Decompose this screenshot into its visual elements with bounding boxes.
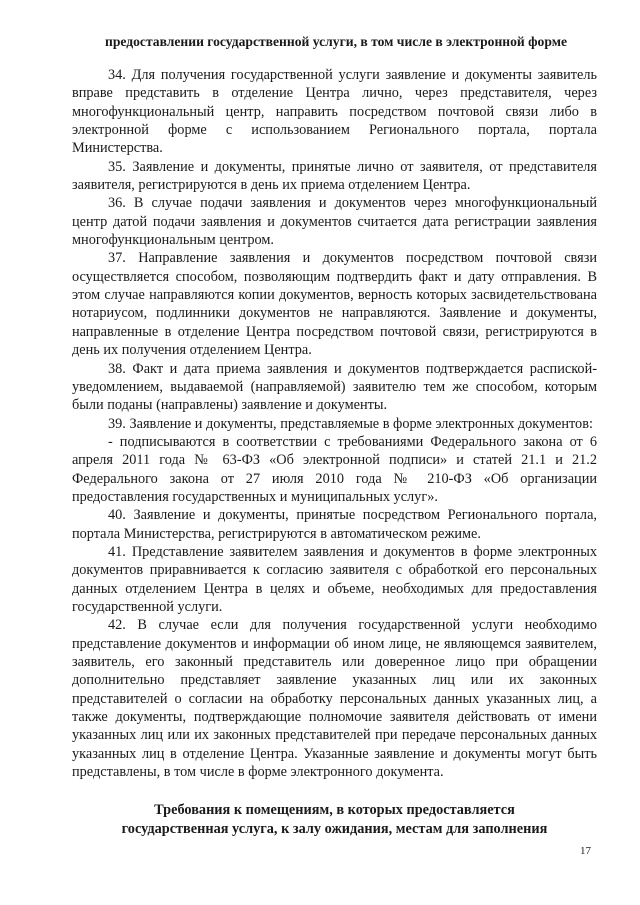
section-heading bbox=[72, 801, 597, 838]
section-heading-line-1: Требования к помещениям, в которых предоставляется bbox=[154, 802, 515, 818]
paragraph-38: 38. Факт и дата приема заявления и документов подтверждается распиской-уведомлением, выдаваемой (направляемой) заявителю тем же способом, которым были поданы (направлены) заявление и документы. bbox=[72, 360, 597, 414]
document-body bbox=[72, 66, 597, 781]
paragraph-39-item: - подписываются в соответствии с требованиями Федерального закона от 6 апреля 2011 года № 63-ФЗ «Об электронной подписи» и статей 21.1 и 21.2 Федерального закона от 27 июля 2010 года № 210-ФЗ «Об организации предоставления государственных и муниципальных услуг». bbox=[72, 433, 597, 505]
running-header: предоставлении государственной услуги, в том числе в электронной форме bbox=[104, 34, 567, 49]
paragraph-39: 39. Заявление и документы, представляемые в форме электронных документов: bbox=[108, 415, 593, 432]
paragraph-40: 40. Заявление и документы, принятые посредством Регионального портала, портала Министерства, регистрируются в автоматическом режиме. bbox=[72, 507, 597, 542]
paragraph-41: 41. Представление заявителем заявления и документов в форме электронных документов приравнивается к согласию заявителя с обработкой его персональных данных отделением Центра в целях и объеме, необходимых для предоставления государственной услуги. bbox=[72, 543, 597, 615]
paragraph-42: 42. В случае если для получения государственной услуги необходимо представление документов и информации об ином лице, не являющемся заявителем, заявитель, его законный представитель или доверенное лицо при обращении дополнительно представляет заявление указанных лиц или их законных представителей о согласии на обработку персональных данных указанных лиц, а также документы, подтверждающие полномочие заявителя действовать от имени указанных лиц или их законных представителей при передаче персональных данных указанных лиц в отделение Центра. Указанные заявление и документы могут быть представлены, в том числе в форме электронного документа. bbox=[72, 617, 597, 781]
page-number: 17 bbox=[580, 845, 591, 857]
paragraph-37: 37. Направление заявления и документов посредством почтовой связи осуществляется способом, позволяющим подтвердить факт и дату отправления. В этом случае направляются копии документов, верность которых засвидетельствована нотариусом, подлинники документов не направляются. Заявление и документы, направленные в отделение Центра посредством почтовой связи, регистрируются в день их получения отделением Центра. bbox=[72, 250, 597, 359]
paragraph-35: 35. Заявление и документы, принятые лично от заявителя, от представителя заявителя, регистрируются в день их приема отделением Центра. bbox=[72, 158, 597, 194]
paragraph-36: 36. В случае подачи заявления и документов через многофункциональный центр датой подачи заявления и документов считается дата регистрации заявления многофункциональным центром. bbox=[72, 195, 597, 249]
section-heading-line-2: государственная услуга, к залу ожидания, местам для заполнения bbox=[121, 820, 548, 837]
paragraph-34: 34. Для получения государственной услуги заявление и документы заявитель вправе представить в отделение Центра лично, через представителя, через многофункциональный центр, направить посредством почтовой связи либо в электронной форме с использованием Регионального портала, портала Министерства. bbox=[72, 67, 597, 157]
